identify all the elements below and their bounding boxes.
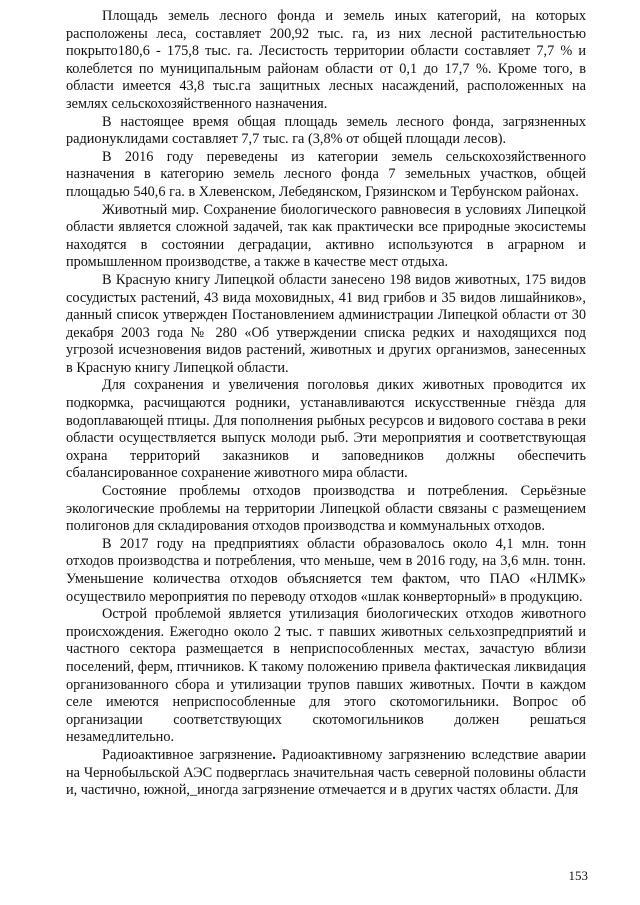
- paragraph-biological-waste: Острой проблемой является утилизация биологических отходов животного происхождения. Ежегодно около 2 тыс. т павших животных сельхозпредприятий и частного сектора размещается в неприспособленных местах, зачастую вблизи поселений, ферм, птичников. К такому положению привела фактическая ликвидация организованного сбора и утилизации трупов павших животных. Почти в каждом селе имеются неприспособленные для этого скотомогильники. Вопрос об организации соответствующих скотомогильников должен решаться незамедлительно.: [66, 606, 586, 746]
- radioactive-heading-period: .: [272, 746, 276, 763]
- paragraph-radioactive-contamination: [66, 747, 586, 800]
- paragraph-wildlife-preservation: Для сохранения и увеличения поголовья диких животных проводится их подкормка, расчищаются родники, устанавливаются искусственные гнёзда для водоплавающей птицы. Для пополнения рыбных ресурсов и видового состава в реки области осуществляется выпуск молоди рыб. Эти мероприятия и соответствующая охрана территорий заказников и заповедников должны обеспечить сбалансированное сохранение животного мира области.: [66, 377, 586, 482]
- paragraph-animal-world: Животный мир. Сохранение биологического равновесия в условиях Липецкой области является сложной задачей, так как практически все природные экосистемы находятся в состоянии деградации, активно используются в аграрном и промышленном производстве, а также в качестве мест отдыха.: [66, 201, 586, 271]
- paragraph-waste-2017: В 2017 году на предприятиях области образовалось около 4,1 млн. тонн отходов производства и потребления, что меньше, чем в 2016 году, на 3,6 млн. тонн. Уменьшение количества отходов объясняется тем фактом, что ПАО «НЛМК» осуществило мероприятия по переводу отходов «шлак конверторный» в продукцию.: [66, 535, 586, 605]
- paragraph-forest-area: Площадь земель лесного фонда и земель иных категорий, на которых расположены леса, составляет 200,92 тыс. га, из них лесной растительностью покрыто180,6 - 175,8 тыс. га. Лесистость территории области составляет 7,7 % и колеблется по муниципальным районам области от 0,1 до 17,7 %. Кроме того, в области имеется 43,8 тыс.га защитных лесных насаждений, расположенных на землях сельскохозяйственного назначения.: [66, 8, 586, 112]
- paragraph-land-transfer-2016: В 2016 году переведены из категории земель сельскохозяйственного назначения в категорию земель лесного фонда 7 земельных участков, общей площадью 540,6 га. в Хлевенском, Лебедянском, Грязинском и Тербунском районах.: [66, 148, 586, 200]
- radioactive-body: Радиоактивному загрязнению вследствие аварии на Чернобыльской АЭС подверглась значительная часть северной половины области и, частично, южной,_иногда загрязнение отмечается и в других частях области. Для: [66, 746, 586, 799]
- paragraph-red-book: В Красную книгу Липецкой области занесено 198 видов животных, 175 видов сосудистых растений, 43 вида моховидных, 41 вид грибов и 35 видов лишайников», данный список утвержден Постановлением администрации Липецкой области от 30 декабря 2003 года № 280 «Об утверждении списка редких и находящихся под угрозой исчезновения видов растений, животных и других организмов, занесенных в Красную книгу Липецкой области.: [66, 271, 586, 376]
- paragraph-radionuclide-forest: В настоящее время общая площадь земель лесного фонда, загрязненных радионуклидами составляет 7,7 тыс. га (3,8% от общей площади лесов).: [66, 113, 586, 148]
- radioactive-heading: Радиоактивное загрязнение: [102, 746, 273, 763]
- document-page: [66, 8, 586, 800]
- page-number: 153: [568, 868, 588, 883]
- paragraph-waste-problem: Состояние проблемы отходов производства и потребления. Серьёзные экологические проблемы на территории Липецкой области связаны с размещением полигонов для складирования отходов производства и коммунальных отходов.: [66, 483, 586, 535]
